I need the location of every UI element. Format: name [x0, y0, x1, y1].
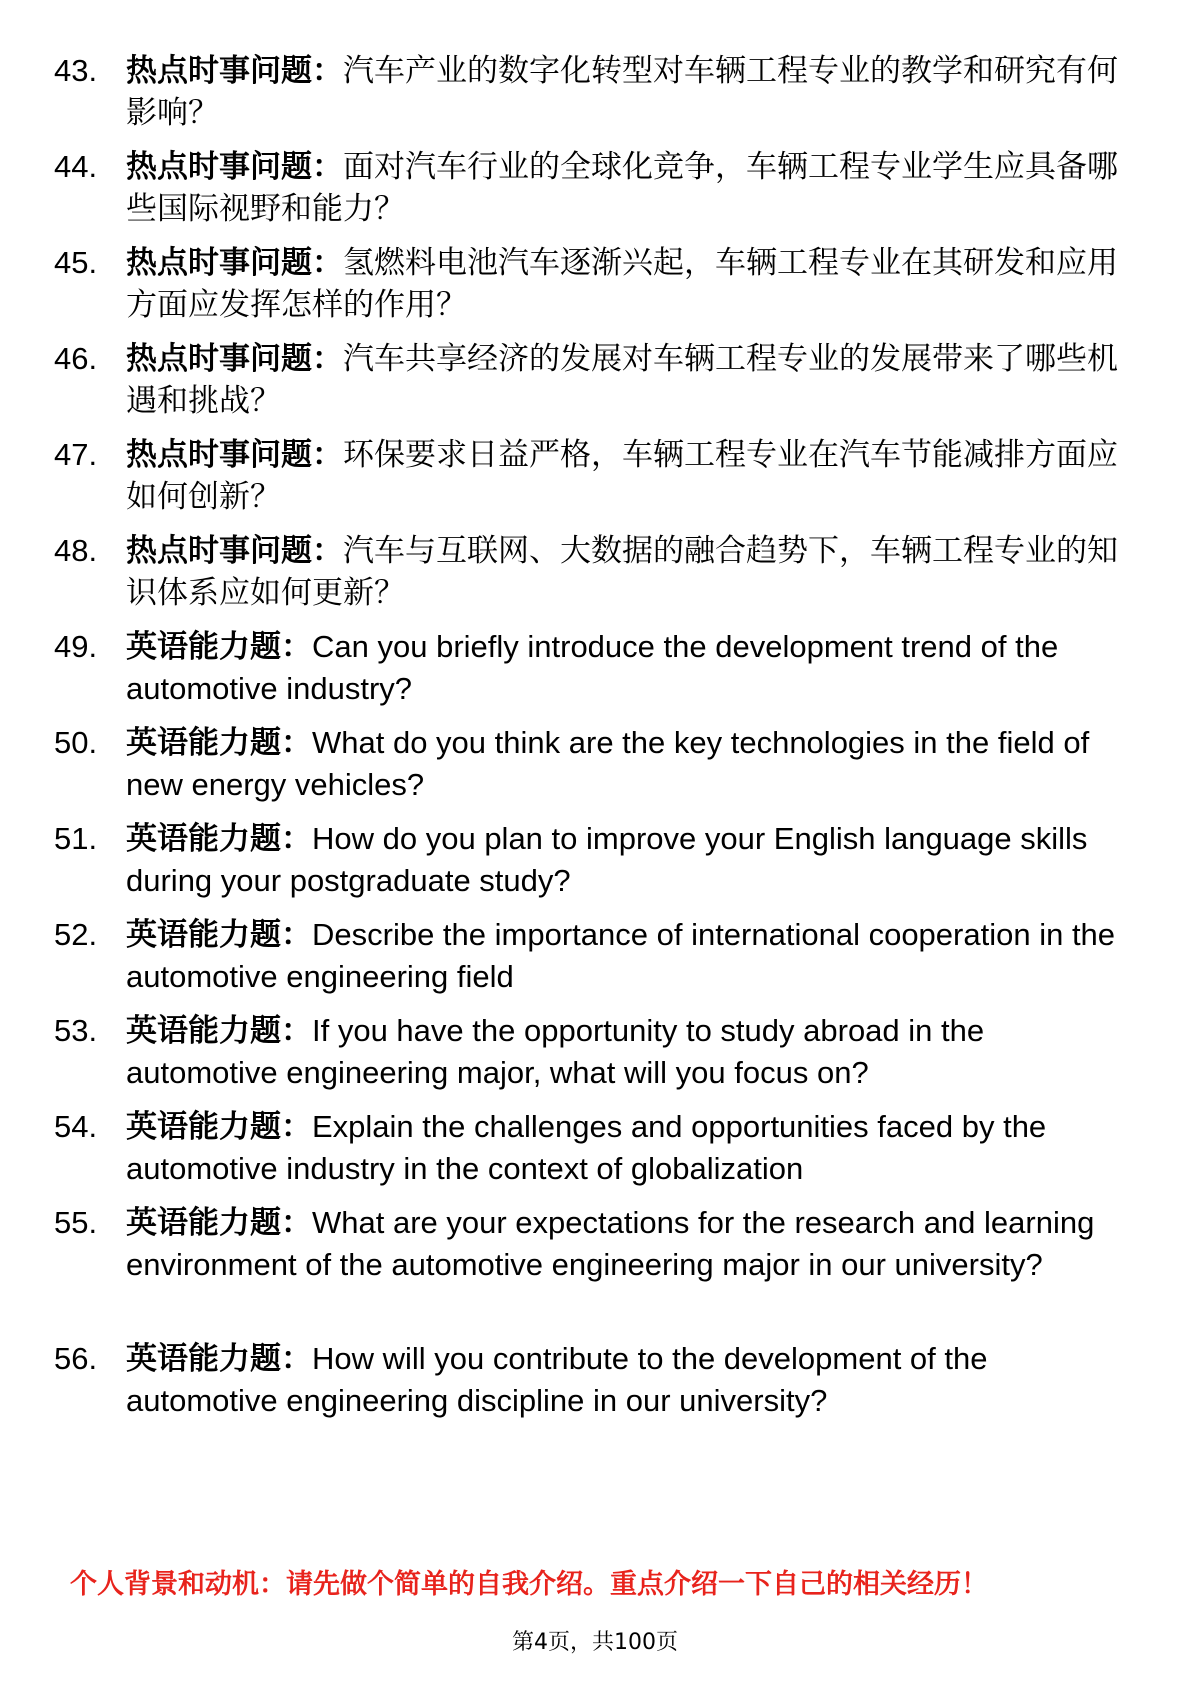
question-text: 汽车与互联网、大数据的融合趋势下，车辆工程专业的知识体系应如何更新？: [126, 533, 1118, 611]
question-number: 43.: [54, 53, 98, 88]
question-category: 热点时事问题：: [126, 149, 343, 185]
question-number: 50.: [54, 725, 98, 760]
question-number: 47.: [54, 437, 98, 472]
question-text: Explain the challenges and opportunities faced by the automotive industry in the context of globalization: [126, 1109, 1047, 1186]
question-category: 英语能力题：: [126, 725, 312, 761]
highlight-note: 个人背景和动机：请先做个简单的自我介绍。重点介绍一下自己的相关经历！: [70, 1569, 988, 1600]
question-text: How do you plan to improve your English language skills during your postgraduate study?: [126, 821, 1088, 898]
question-body: [126, 1106, 1141, 1190]
question-category: 热点时事问题：: [126, 341, 343, 377]
question-number: 54.: [54, 1109, 98, 1144]
question-category: 英语能力题：: [126, 917, 312, 953]
question-text: 汽车共享经济的发展对车辆工程专业的发展带来了哪些机遇和挑战？: [126, 341, 1118, 419]
question-text: 汽车产业的数字化转型对车辆工程专业的教学和研究有何影响？: [126, 53, 1118, 131]
question-body: [126, 818, 1141, 902]
question-text: What do you think are the key technologies in the field of new energy vehicles?: [126, 725, 1090, 802]
question-body: [126, 626, 1141, 710]
question-text: 环保要求日益严格，车辆工程专业在汽车节能减排方面应如何创新？: [126, 437, 1118, 515]
question-number: 44.: [54, 149, 98, 184]
question-text: Describe the importance of international cooperation in the automotive engineering field: [126, 917, 1116, 994]
question-number: 55.: [54, 1205, 98, 1240]
question-body: [126, 338, 1141, 422]
question-body: [126, 914, 1141, 998]
question-category: 英语能力题：: [126, 1341, 312, 1377]
question-category: 热点时事问题：: [126, 437, 343, 473]
question-text: 氢燃料电池汽车逐渐兴起，车辆工程专业在其研发和应用方面应发挥怎样的作用？: [126, 245, 1118, 323]
question-body: [126, 1338, 1141, 1422]
question-number: 45.: [54, 245, 98, 280]
question-text: How will you contribute to the development of the automotive engineering discipline in our university?: [126, 1341, 988, 1418]
question-number: 53.: [54, 1013, 98, 1048]
question-category: 英语能力题：: [126, 1109, 312, 1145]
question-number: 51.: [54, 821, 98, 856]
question-body: [126, 1010, 1141, 1094]
question-text: Can you briefly introduce the development trend of the automotive industry?: [126, 629, 1059, 706]
question-category: 英语能力题：: [126, 821, 312, 857]
question-category: 热点时事问题：: [126, 245, 343, 281]
question-category: 英语能力题：: [126, 629, 312, 665]
question-number: 56.: [54, 1341, 98, 1376]
question-category: 英语能力题：: [126, 1013, 312, 1049]
question-number: 52.: [54, 917, 98, 952]
question-category: 热点时事问题：: [126, 533, 343, 569]
question-text: What are your expectations for the research and learning environment of the automotive engineering major in our university?: [126, 1205, 1095, 1282]
question-category: 热点时事问题：: [126, 53, 343, 89]
page-footer: 第4页，共100页: [512, 1630, 678, 1655]
question-body: [126, 434, 1141, 518]
question-number: 48.: [54, 533, 98, 568]
question-number: 49.: [54, 629, 98, 664]
question-body: [126, 242, 1141, 326]
question-category: 英语能力题：: [126, 1205, 312, 1241]
question-text: 面对汽车行业的全球化竞争，车辆工程专业学生应具备哪些国际视野和能力？: [126, 149, 1118, 227]
question-body: [126, 530, 1141, 614]
question-body: [126, 50, 1141, 134]
question-body: [126, 146, 1141, 230]
question-body: [126, 1202, 1141, 1286]
question-text: If you have the opportunity to study abroad in the automotive engineering major, what will you focus on?: [126, 1013, 985, 1090]
question-body: [126, 722, 1141, 806]
question-number: 46.: [54, 341, 98, 376]
